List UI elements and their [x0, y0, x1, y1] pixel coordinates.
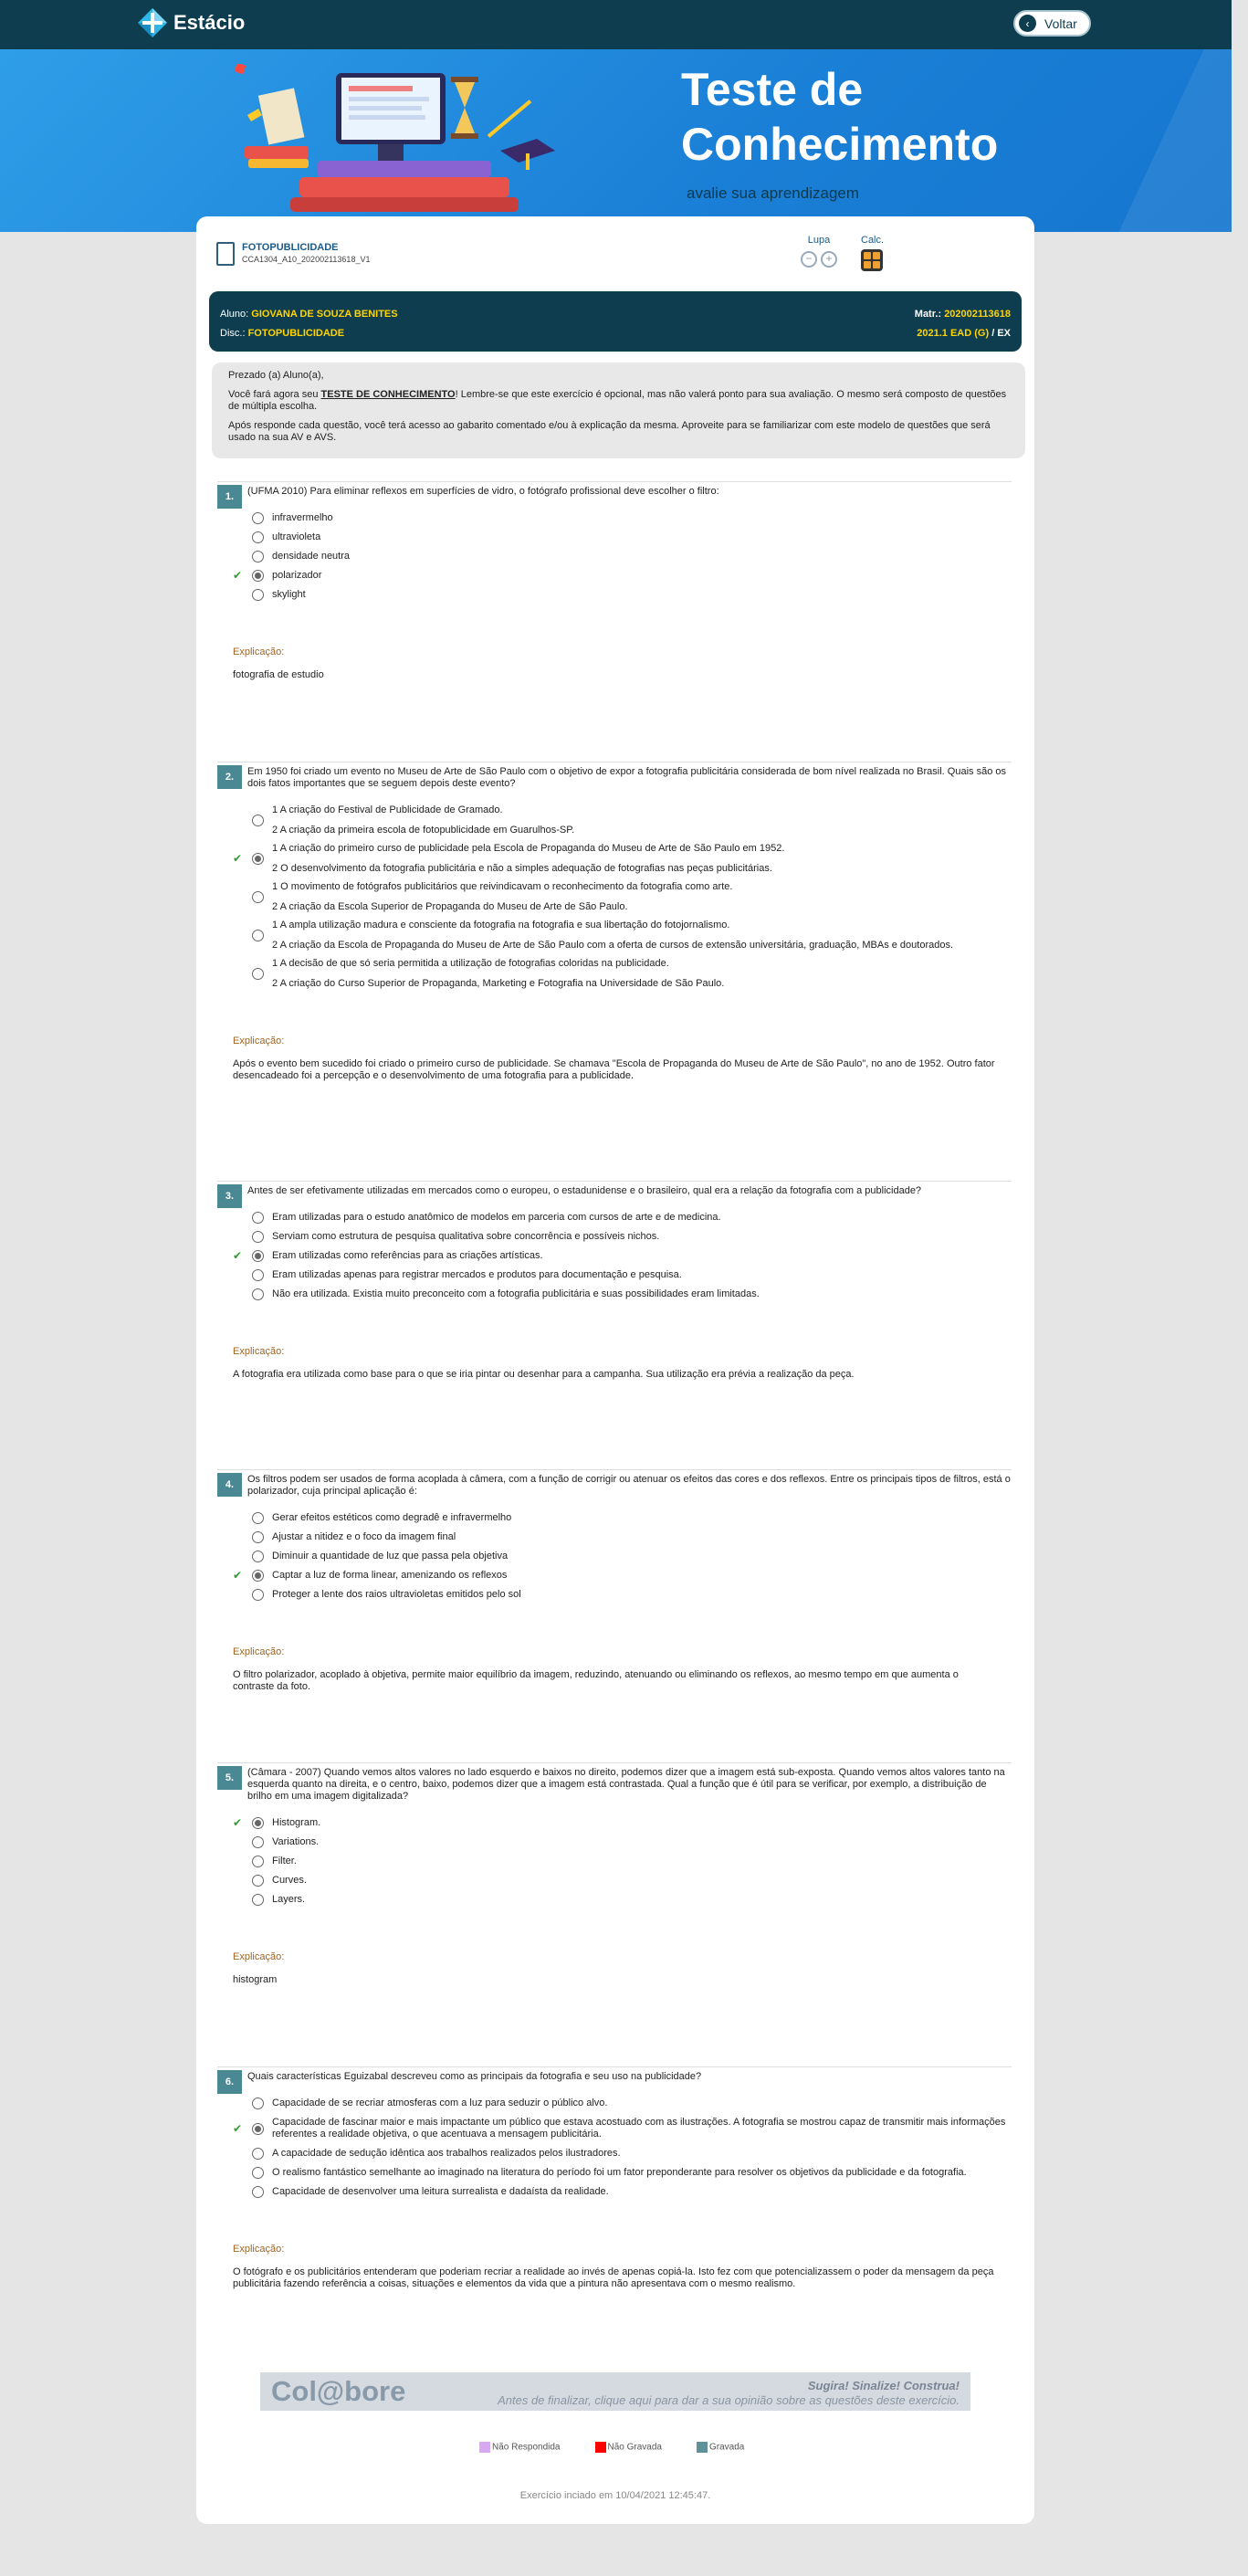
question-text: Em 1950 foi criado um evento no Museu de Arte de São Paulo com o objetivo de expor a fotografia publicitária considerada de bom nível realizada no Brasil. Quais são os dois fatos importantes que se seguem depois deste evento? [247, 766, 1006, 789]
radio-button[interactable] [252, 891, 264, 903]
radio-button[interactable] [252, 1551, 264, 1562]
legend-label: Não Gravada [607, 2442, 662, 2453]
intro-p1-post: ! Lembre-se que este exercício é opcional, mas não valerá ponto para sua avaliação. O mesmo será composto de questões de múltipla escolha. [228, 389, 1007, 412]
intro-box [212, 363, 1025, 458]
option-label: Capacidade de fascinar maior e mais impactante um público que estava acostuado com as ilustrações. A fotografia se mostrou capaz de transmitir mais informações referentes a realidade objetiva, o que acentuava a mensagem publicitária. [272, 2117, 1006, 2140]
hero-title-line2: Conhecimento [681, 119, 999, 170]
matr-label: Matr.: [914, 308, 942, 320]
option-label: infravermelho [272, 512, 333, 523]
answer-option[interactable] [252, 1531, 1012, 1543]
option-label: Eram utilizadas apenas para registrar mercados e produtos para documentação e pesquisa. [272, 1269, 682, 1280]
radio-button[interactable] [252, 1894, 264, 1906]
answer-option[interactable] [252, 1589, 1012, 1601]
option-label: Não era utilizada. Existia muito preconceito com a fotografia publicitária e suas possibilidades eram limitadas. [272, 1288, 760, 1299]
answer-option[interactable] [252, 920, 1012, 952]
radio-button[interactable] [252, 551, 264, 563]
radio-button[interactable] [252, 1250, 264, 1262]
question-number: 3. [217, 1184, 242, 1208]
option-line: 2 A criação do Curso Superior de Propaganda, Marketing e Fotografia na Universidade de São Paulo. [272, 978, 725, 989]
explanation-heading: Explicação: [233, 1951, 285, 1962]
radio-button[interactable] [252, 1531, 264, 1543]
option-label [272, 958, 724, 990]
option-label: ultravioleta [272, 531, 321, 542]
estacio-logo-icon [137, 7, 168, 38]
option-label: O realismo fantástico semelhante ao imaginado na literatura do período foi um fator preponderante para resolver os objetivos da publicidade e da fotografia. [272, 2167, 967, 2178]
option-line: 1 A ampla utilização madura e consciente da fotografia na fotografia e sua libertação do fotojornalismo. [272, 920, 730, 931]
radio-button[interactable] [252, 853, 264, 865]
answer-option[interactable] [252, 1836, 1012, 1848]
back-button[interactable] [1013, 10, 1091, 37]
legend-swatch [697, 2442, 708, 2453]
option-label: skylight [272, 589, 306, 600]
answer-options [217, 1817, 1012, 1906]
hero-title [681, 62, 998, 172]
question-number: 6. [217, 2070, 242, 2094]
answer-option[interactable] [252, 531, 1012, 543]
colabore-slogan: Sugira! Sinalize! Construa! [807, 2379, 960, 2392]
answer-option[interactable] [252, 881, 1012, 913]
lupa-label: Lupa [807, 235, 831, 246]
zoom-in-icon[interactable]: + [821, 251, 837, 268]
tools [801, 235, 884, 271]
radio-button[interactable] [252, 1856, 264, 1867]
radio-button[interactable] [252, 1817, 264, 1829]
option-label [272, 881, 732, 913]
zoom-out-icon[interactable]: − [801, 251, 817, 268]
radio-button[interactable] [252, 2167, 264, 2179]
correct-check-icon: ✔ [233, 1249, 243, 1262]
answer-option[interactable] [252, 2186, 1012, 2198]
option-label: Gerar efeitos estéticos como degradê e infravermelho [272, 1512, 512, 1523]
question-text: Antes de ser efetivamente utilizadas em mercados como o europeu, o estadunidense e o brasileiro, qual era a relação da fotografia com a publicidade? [247, 1185, 922, 1196]
aluno-label: Aluno: [220, 308, 249, 320]
option-line: 2 A criação da Escola Superior de Propaganda do Museu de Arte de São Paulo. [272, 901, 628, 912]
explanation-text: histogram [233, 1974, 278, 1985]
answer-option[interactable] [233, 1816, 1012, 1829]
intro-paragraph-2: Após responde cada questão, você terá acesso ao gabarito comentado e/ou à explicação da mesma. Aproveite para se familiarizar com este modelo de questões que será usado na sua AV e AVS. [228, 420, 991, 443]
legend-item-nao-respondida [479, 2442, 561, 2453]
question-number: 2. [217, 765, 242, 789]
option-label: Curves. [272, 1875, 307, 1886]
answer-options [217, 804, 1012, 990]
colabore-banner[interactable] [260, 2372, 970, 2411]
colabore-brand: Col@bore [271, 2375, 406, 2407]
radio-button[interactable] [252, 1875, 264, 1887]
answer-option[interactable] [252, 551, 1012, 563]
option-line: 1 A criação do primeiro curso de publicidade pela Escola de Propaganda do Museu de Arte de São Paulo em 1952. [272, 843, 785, 854]
question-number: 5. [217, 1766, 242, 1790]
hero-subtitle: avalie sua aprendizagem [687, 184, 860, 202]
aluno-name: GIOVANA DE SOUZA BENITES [251, 308, 398, 320]
answer-option[interactable] [252, 1512, 1012, 1524]
option-label: Captar a luz de forma linear, amenizando os reflexos [272, 1570, 508, 1581]
calc-label: Calc. [861, 235, 885, 246]
question-2 [217, 762, 1012, 1082]
answer-option[interactable] [252, 958, 1012, 990]
answer-option[interactable] [252, 1551, 1012, 1562]
legend-item-gravada [697, 2442, 744, 2453]
option-line: 2 A criação da primeira escola de fotopublicidade em Guarulhos-SP. [272, 825, 575, 836]
option-label [272, 920, 953, 952]
legend-label: Não Respondida [492, 2442, 561, 2453]
option-label: A capacidade de sedução idêntica aos trabalhos realizados pelos ilustradores. [272, 2148, 621, 2159]
correct-check-icon: ✔ [233, 852, 243, 865]
legend-label: Gravada [708, 2442, 745, 2453]
option-line: 1 A criação do Festival de Publicidade de Gramado. [272, 804, 503, 815]
answer-option[interactable] [233, 2117, 1012, 2140]
back-button-label: Voltar [1044, 16, 1077, 31]
question-6 [217, 2066, 1012, 2290]
calc-tool [861, 235, 884, 271]
calculator-icon[interactable] [861, 249, 883, 271]
radio-button[interactable] [252, 968, 264, 980]
question-text: Os filtros podem ser usados de forma acoplada à câmera, com a função de corrigir ou atenuar os efeitos das cores e dos reflexos. Entre os principais tipos de filtros, está o polarizador, cuja principal aplicação é: [247, 1474, 1011, 1497]
explanation-heading: Explicação: [233, 1036, 285, 1046]
answer-options [217, 2098, 1012, 2198]
option-label: Eram utilizadas como referências para as criações artísticas. [272, 1250, 543, 1261]
answer-option[interactable] [252, 804, 1012, 836]
hero-illustration [236, 64, 573, 224]
explanation-text: fotografia de estudio [233, 669, 324, 680]
colabore-cta[interactable]: Antes de finalizar, clique aqui para dar a sua opinião sobre as questões deste exercício. [498, 2393, 960, 2407]
option-label: Variations. [272, 1836, 320, 1847]
radio-button[interactable] [252, 1269, 264, 1281]
radio-button[interactable] [252, 1589, 264, 1601]
student-info [209, 291, 1022, 352]
brand-name: Estácio [173, 11, 246, 34]
hero-decoration [1102, 49, 1232, 232]
question-1 [217, 481, 1012, 681]
disc-label: Disc.: [220, 327, 246, 339]
question-number: 4. [217, 1473, 242, 1497]
legend-swatch [595, 2442, 606, 2453]
question-text: Quais características Eguizabal descreveu como as principais da fotografia e seu uso na publicidade? [247, 2071, 702, 2082]
option-label: Layers. [272, 1894, 306, 1905]
explanation-text: Após o evento bem sucedido foi criado o primeiro curso de publicidade. Se chamava "Escola de Propaganda do Museu de Arte de São Paulo", no ano de 1952. Outro fator desencadeado foi a percepção e o desenvolvimento de uma fotografia para a publicidade. [233, 1058, 995, 1081]
answer-option[interactable] [252, 1875, 1012, 1887]
question-3 [217, 1181, 1012, 1381]
option-label: polarizador [272, 570, 322, 581]
explanation-heading: Explicação: [233, 1646, 285, 1657]
question-4 [217, 1469, 1012, 1693]
answer-option[interactable] [252, 1269, 1012, 1281]
explanation-text: A fotografia era utilizada como base para o que se iria pintar ou desenhar para a campanha. Sua utilização era prévia a realização da peça. [233, 1369, 855, 1380]
course-header [216, 242, 370, 266]
answer-options [217, 512, 1012, 601]
answer-option[interactable] [252, 1231, 1012, 1243]
answer-option[interactable] [233, 843, 1012, 875]
radio-button[interactable] [252, 930, 264, 941]
correct-check-icon: ✔ [233, 1816, 243, 1829]
matr-value: 202002113618 [944, 308, 1011, 320]
question-text: (Câmara - 2007) Quando vemos altos valores no lado esquerdo e baixos no direito, podemos dizer que a imagem está sub-exposta. Quando vemos altos valores tanto na esquerda quanto na direita, e o centro, baixo, podemos dizer que a imagem está contrastada. Qual a função que é útil para se verificar, por exemplo, a distribuição de brilho em uma imagem digitalizada? [247, 1767, 1005, 1802]
mode: EX [997, 327, 1011, 339]
option-label [272, 804, 574, 836]
radio-button[interactable] [252, 1212, 264, 1224]
document-icon [216, 242, 235, 266]
option-line: 1 O movimento de fotógrafos publicitários que reivindicavam o reconhecimento da fotografia como arte. [272, 881, 733, 892]
option-label: Ajustar a nitidez e o foco da imagem final [272, 1531, 456, 1542]
chevron-left-icon: ‹ [1019, 15, 1036, 32]
answer-option[interactable] [252, 1856, 1012, 1867]
radio-button[interactable] [252, 1231, 264, 1243]
answer-option[interactable] [233, 569, 1012, 582]
hero-title-line1: Teste de [681, 64, 864, 115]
option-label [272, 843, 784, 875]
radio-button[interactable] [252, 1512, 264, 1524]
question-number: 1. [217, 485, 242, 509]
answer-option[interactable] [252, 1212, 1012, 1224]
radio-button[interactable] [252, 531, 264, 543]
radio-button[interactable] [252, 512, 264, 524]
course-name: FOTOPUBLICIDADE [242, 242, 339, 253]
period: 2021.1 EAD (G) [917, 327, 990, 339]
answer-option[interactable] [252, 1894, 1012, 1906]
radio-button[interactable] [252, 2098, 264, 2109]
radio-button[interactable] [252, 570, 264, 582]
legend-swatch [479, 2442, 490, 2453]
disc-name: FOTOPUBLICIDADE [247, 327, 345, 339]
explanation-heading: Explicação: [233, 2244, 285, 2255]
radio-button[interactable] [252, 2123, 264, 2135]
correct-check-icon: ✔ [233, 2121, 243, 2135]
radio-button[interactable] [252, 1570, 264, 1582]
intro-paragraph-1 [228, 389, 1009, 413]
legend [479, 2442, 744, 2453]
radio-button[interactable] [252, 2148, 264, 2160]
legend-item-nao-gravada [595, 2442, 662, 2453]
option-line: 1 A decisão de que só seria permitida a utilização de fotografias coloridas na publicidade. [272, 958, 669, 969]
radio-button[interactable] [252, 1836, 264, 1848]
option-label: Proteger a lente dos raios ultravioletas emitidos pelo sol [272, 1589, 521, 1600]
correct-check-icon: ✔ [233, 569, 243, 582]
option-label: Filter. [272, 1856, 297, 1866]
answer-option[interactable] [233, 1249, 1012, 1262]
radio-button[interactable] [252, 589, 264, 601]
question-text: (UFMA 2010) Para eliminar reflexos em superfícies de vidro, o fotógrafo profissional deve escolher o filtro: [247, 486, 719, 497]
hero-banner [0, 49, 1232, 232]
answer-options [217, 1512, 1012, 1601]
option-label: Eram utilizadas para o estudo anatômico de modelos em parceria com cursos de arte e de medicina. [272, 1212, 721, 1223]
option-label: Capacidade de desenvolver uma leitura surrealista e dadaísta da realidade. [272, 2186, 609, 2197]
top-bar [0, 0, 1232, 49]
option-line: 2 A criação da Escola de Propaganda do Museu de Arte de São Paulo com a oferta de cursos de extensão universitária, graduação, MBAs e doutorados. [272, 940, 954, 951]
answer-option[interactable] [252, 2148, 1012, 2160]
intro-highlight: TESTE DE CONHECIMENTO [320, 389, 456, 400]
answer-option[interactable] [252, 1288, 1012, 1300]
answer-option[interactable] [233, 1569, 1012, 1582]
radio-button[interactable] [252, 815, 264, 826]
option-line: 2 O desenvolvimento da fotografia publicitária e não a simples adequação de fotografias nas peças publicitárias. [272, 863, 772, 874]
answer-option[interactable] [252, 2098, 1012, 2109]
correct-check-icon: ✔ [233, 1569, 243, 1582]
course-code: CCA1304_A10_202002113618_V1 [242, 255, 371, 264]
answer-options [217, 1212, 1012, 1300]
explanation-text: O filtro polarizador, acoplado à objetiva, permite maior equilíbrio da imagem, reduzindo, atenuando ou eliminando os reflexos, ao mesmo tempo em que aumenta o contraste da foto. [233, 1669, 959, 1692]
question-5 [217, 1762, 1012, 1986]
intro-p1-pre: Você fará agora seu [228, 389, 321, 400]
radio-button[interactable] [252, 1288, 264, 1300]
option-label: densidade neutra [272, 551, 351, 562]
estacio-logo[interactable] [137, 7, 245, 38]
option-label: Histogram. [272, 1817, 321, 1828]
radio-button[interactable] [252, 2186, 264, 2198]
explanation-heading: Explicação: [233, 647, 285, 657]
answer-option[interactable] [252, 589, 1012, 601]
period-separator: / [989, 327, 998, 339]
explanation-text: O fotógrafo e os publicitários entenderam que poderiam recriar a realidade ao invés de apenas copiá-la. Isto fez com que potencializassem o poder da mensagem da peça publicitária fazendo referência a coisas, situações e elementos da vida que a pintura não apresentava com o mesmo realismo. [233, 2266, 994, 2289]
lupa-tool [801, 235, 837, 271]
explanation-heading: Explicação: [233, 1346, 285, 1357]
option-label: Capacidade de se recriar atmosferas com a luz para seduzir o público alvo. [272, 2098, 608, 2108]
intro-greeting: Prezado (a) Aluno(a), [228, 370, 324, 381]
option-label: Diminuir a quantidade de luz que passa pela objetiva [272, 1551, 509, 1561]
exercise-card [196, 216, 1034, 2524]
answer-option[interactable] [252, 512, 1012, 524]
exercise-started-text: Exercício inciado em 10/04/2021 12:45:47. [519, 2490, 711, 2501]
answer-option[interactable] [252, 2167, 1012, 2179]
option-label: Serviam como estrutura de pesquisa qualitativa sobre concorrência e possíveis nichos. [272, 1231, 660, 1242]
